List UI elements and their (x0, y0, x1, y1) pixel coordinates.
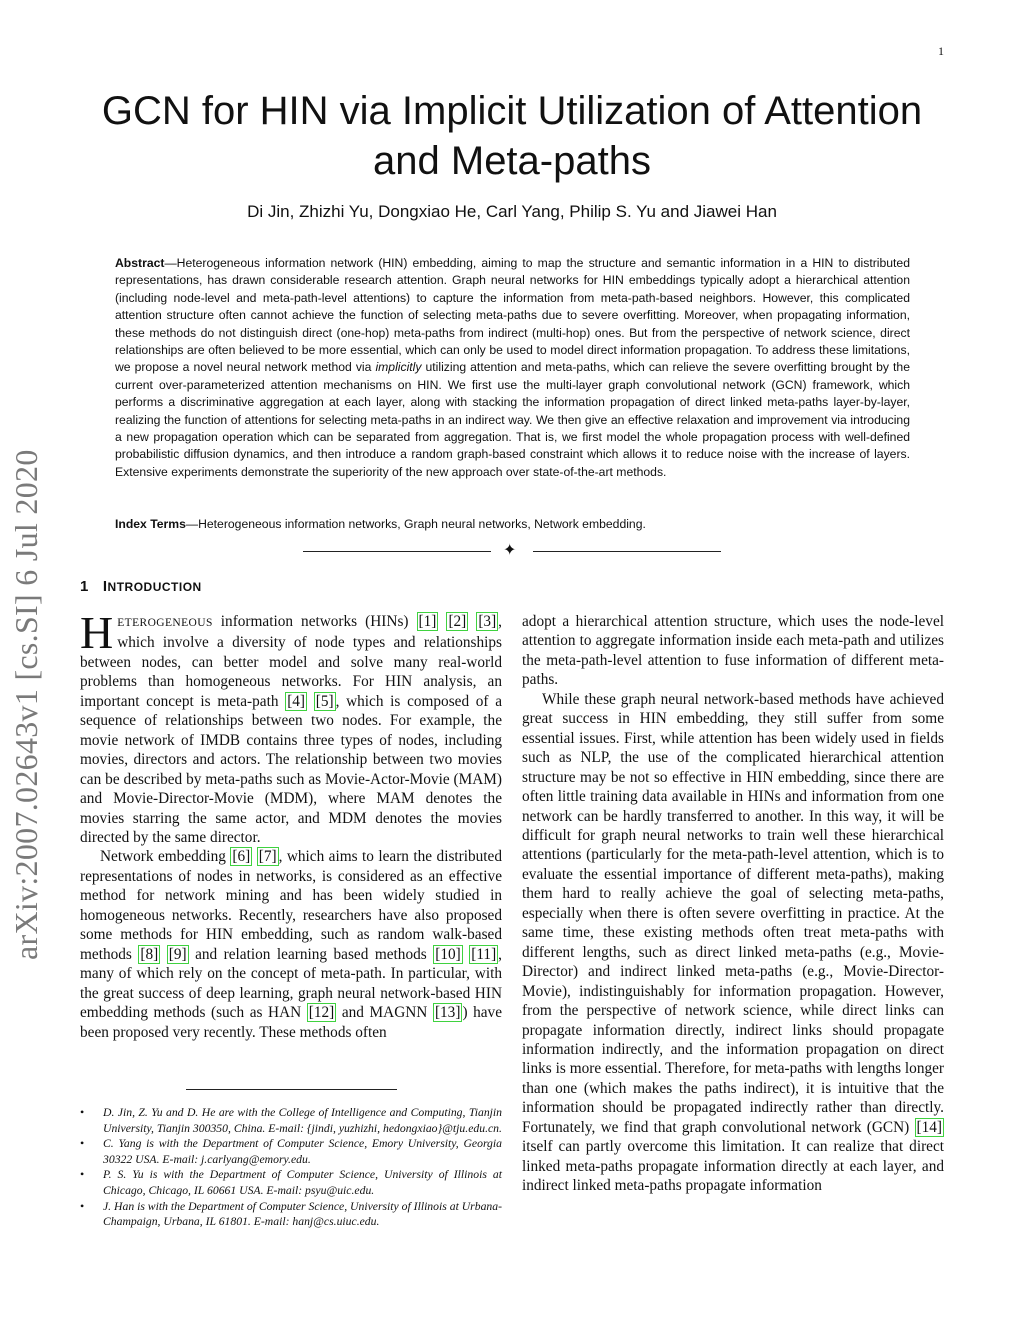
abstract-label: Abstract (115, 256, 165, 270)
section-separator (303, 541, 721, 561)
intro-paragraph-4 (522, 690, 944, 1196)
abstract-emphasis: implicitly (375, 360, 422, 375)
citation-link[interactable]: [11] (471, 945, 497, 963)
text-run: itself can partly overcome this limitation. It can realize that direct linked meta-paths propagate information directly at each layer, and indirect linked meta-paths propagate information (522, 1138, 944, 1195)
abstract-text-2: utilizing attention and meta-paths, which can relieve the severe overfitting brought by the current over-parameterized attention mechanisms on HIN. We first use the multi-layer graph convolutional network (GCN) framework, which performs a discriminative aggregation at each layer, along with stacking the information propagation of direct linked meta-paths layer-by-layer, realizing the function of attentions for selecting meta-paths in an indirect way. We then give an effective relaxation and improvement via introducing a new propagation operation which can be separated from aggregation. That is, we first model the whole propagation process with well-defined probabilistic diffusion dynamics, and then introduce a random graph-based constraint which allows it to reduce noise with the increase of layers. Extensive experiments demonstrate the superiority of the new approach over state-of-the-art methods. (115, 360, 910, 479)
index-terms (115, 516, 910, 533)
author-footnotes (80, 1105, 502, 1230)
left-column (80, 607, 503, 1042)
footnote-item: • C. Yang is with the Department of Computer Science, Emory University, Georgia 30322 USA. E-mail: j.carlyang@emory.edu. (80, 1136, 502, 1167)
index-terms-label: Index Terms (115, 517, 186, 531)
text-run: , which involve a diversity of node types and relationships between nodes, can better model and solve many real-world problems than homogeneous networks. For HIN analysis, an important concept is meta-path (80, 613, 502, 710)
intro-paragraph-3: adopt a hierarchical attention structure, which uses the node-level attention to aggregate information inside each meta-path and utilizes the meta-path-level attention to fuse information of different meta-paths. (522, 613, 944, 689)
text-run: , many of which rely on the concept of meta-path. In particular, with the great success of deep learning, graph neural network-based HIN embedding methods (such as HAN (80, 945, 502, 1022)
text-run: , which is composed of a sequence of relationships between two nodes. For example, the movie network of IMDB contains three types of nodes, including movies, directors and actors. The relationship between two movies can be described by meta-paths such as Movie-Actor-Movie (MAM) and Movie-Director-Movie (MDM), where MAM denotes the movies starring the same actor, and MDM denotes the movies directed by the same director. (80, 692, 503, 846)
citation-link[interactable]: [3] (478, 613, 497, 630)
separator-line-left (303, 551, 491, 552)
citation-link[interactable]: [8] (140, 945, 159, 963)
footnote-item: • J. Han is with the Department of Computer Science, University of Illinois at Urbana-Champaign, Urbana, IL 61801. E-mail: hanj@cs.uiuc.edu. (80, 1199, 502, 1230)
drop-cap: H (80, 607, 114, 658)
abstract-text-1: —Heterogeneous information network (HIN) embedding, aiming to map the structure and semantic information in a HIN to distributed representations, has drawn considerable research attention. Graph neural networks for HIN embeddings typically adopt a hierarchical attention (including node-level and meta-path-level attentions) to capture the information from meta-path-based neighbors. However, this complicated attention structure often cannot achieve the function of selecting meta-paths due to severe overfitting. Moreover, when propagating information, these methods do not distinguish direct (one-hop) meta-paths from indirect (multi-hop) ones. But from the perspective of network science, direct relationships are often believed to be more essential, which can only be used to model direct information propagation. To address these limitations, we propose a novel neural network method via (115, 256, 910, 375)
index-terms-text: —Heterogeneous information networks, Graph neural networks, Network embedding. (185, 517, 646, 531)
citation-link[interactable]: [4] (287, 692, 306, 710)
title-line-1: GCN for HIN via Implicit Utilization of Attention (101, 89, 923, 133)
footnote-item: • P. S. Yu is with the Department of Computer Science, University of Illinois at Chicago, Chicago, IL 60661 USA. E-mail: psyu@uic.edu. (80, 1167, 502, 1198)
right-column (522, 612, 944, 1196)
citation-link[interactable]: [5] (315, 692, 334, 710)
section-number: 1 (80, 578, 89, 595)
text-run: and MAGNN (336, 1004, 433, 1022)
citation-link[interactable]: [14] (916, 1118, 942, 1136)
footnote-rule (186, 1089, 397, 1090)
intro-paragraph-2 (80, 847, 502, 1042)
title-line-2: and Meta-paths (373, 139, 651, 183)
citation-link[interactable]: [13] (434, 1004, 461, 1022)
citation-link[interactable]: [9] (168, 945, 187, 963)
citation-link[interactable]: [1] (418, 613, 437, 630)
section-title-rest: NTRODUCTION (107, 580, 202, 594)
paper-title (60, 86, 964, 186)
author-list: Di Jin, Zhizhi Yu, Dongxiao He, Carl Yang, Philip S. Yu and Jiawei Han (247, 202, 777, 221)
citation-link[interactable]: [12] (308, 1004, 335, 1022)
section-heading (80, 578, 202, 595)
citation-link[interactable]: [2] (448, 613, 467, 630)
text-run: information networks (HINs) (212, 613, 417, 630)
citation-link[interactable]: [10] (435, 945, 461, 963)
text-run: While these graph neural network-based methods have achieved great success in HIN embedding, they still suffer from some essential issues. First, while attention has been widely used in fields such as NLP, the use of the complicated hierarchical attention structure may be not so effective in HIN embedding, since there are often little training data available in HINs and information from one network can be hardly transferred to another. In this way, it will be difficult for graph neural networks to train well these hierarchical attentions (particularly for the meta-path-level attention, which is to evaluate the essential importance of different meta-paths), making them hard to really achieve the goal of selecting meta-paths, especially when there is often severe overfitting in practice. At the same time, these existing methods often treat meta-paths with different lengths, such as direct linked meta-paths (e.g., Movie-Director) and indirect linked meta-paths (e.g., Movie-Director-Movie), indistinguishably for information propagation. However, from the perspective of network science, while direct links can propagate information directly, indirect links should propagate information indirectly, and the information propagation on direct links is more essential. Therefore, for meta-paths with lengths longer than one (which makes the paths indirect), it is intuitive that the information should be propagated indirectly rather than directly. Fortunately, we find that graph convolutional network (GCN) (522, 690, 944, 1136)
abstract (115, 255, 910, 481)
text-run: , which aims to learn the distributed representations of nodes in networks, is considered as an effective method for network mining and has been widely studied in homogeneous networks. Recently, researchers have also proposed some methods for HIN embedding, such as random walk-based methods (80, 848, 502, 963)
arxiv-identifier: arXiv:2007.02643v1 [cs.SI] 6 Jul 2020 (8, 449, 44, 960)
section-initial: I (102, 578, 108, 595)
page-number: 1 (938, 44, 944, 58)
text-run: Network embedding (100, 848, 231, 866)
text-run: ) have been proposed very recently. These methods often (80, 1004, 502, 1041)
separator-diamond-icon: ✦ (503, 542, 517, 559)
intro-paragraph-1 (80, 607, 503, 847)
footnote-item: • D. Jin, Z. Yu and D. He are with the College of Intelligence and Computing, Tianjin University, Tianjin 300350, China. E-mail: {jindi, yuzhizhi, hedongxiao}@tju.edu.cn. (80, 1105, 502, 1136)
citation-link[interactable]: [6] (232, 848, 251, 866)
text-run: and relation learning based methods (188, 945, 434, 963)
separator-line-right (533, 551, 721, 552)
smallcaps-word: ETEROGENEOUS (117, 617, 213, 629)
citation-link[interactable]: [7] (258, 848, 277, 866)
